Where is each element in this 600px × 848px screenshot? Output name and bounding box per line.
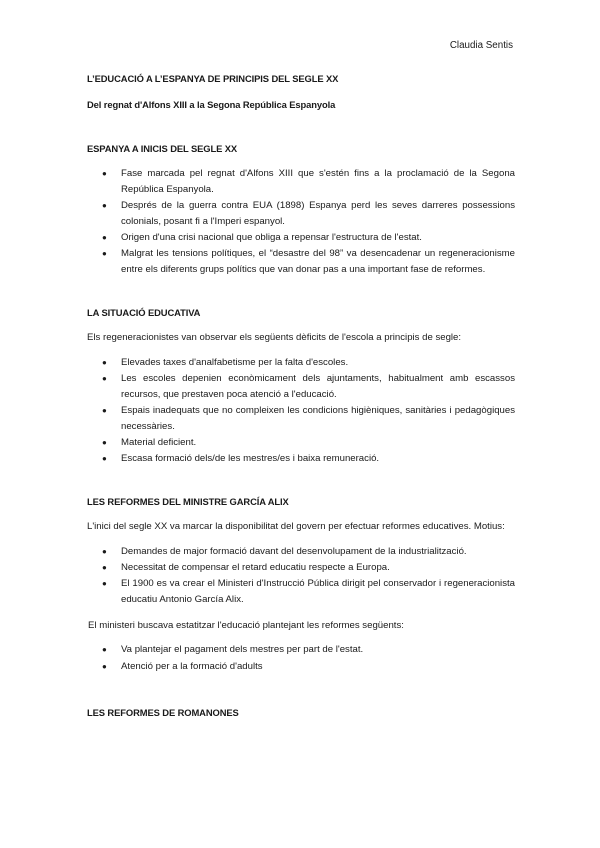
document-subtitle: Del regnat d'Alfons XIII a la Segona República Espanyola <box>87 99 336 110</box>
bullet-icon: ● <box>102 438 107 448</box>
list-item: ● Fase marcada pel regnat d'Alfons XIII que s'estén fins a la proclamació de la Segona República Espanyola. <box>102 168 515 195</box>
bullet-list-motius <box>87 544 515 608</box>
document-body <box>87 72 515 730</box>
document-title: L’EDUCACIÓ A L’ESPANYA DE PRINCIPIS DEL SEGLE XX <box>87 73 339 84</box>
bullet-icon: ● <box>102 233 107 243</box>
section-title-romanones: LES REFORMES DE ROMANONES <box>87 707 239 719</box>
bullet-icon: ● <box>102 169 107 178</box>
section-title-situacio: LA SITUACIÓ EDUCATIVA <box>87 307 201 319</box>
bullet-icon: ● <box>102 546 107 556</box>
bullet-list-situacio <box>87 355 515 468</box>
bullet-list-espanya <box>87 166 515 278</box>
list-item: ● Demandes de major formació davant del desenvolupament de la industrialització. <box>87 544 515 560</box>
bullet-icon: ● <box>102 405 107 415</box>
list-item: ● Atenció per a la formació d'adults <box>87 659 515 675</box>
list-item: ● Material deficient. <box>87 435 515 451</box>
section-intro-2: El ministeri buscava estatitzar l'educació plantejant les reformes següents: <box>88 619 404 631</box>
bullet-icon: ● <box>102 579 107 589</box>
bullet-list-reformes <box>87 642 515 674</box>
bullet-icon: ● <box>102 357 107 367</box>
list-item: ● Escasa formació dels/de les mestres/es i baixa remuneració. <box>87 451 515 467</box>
list-item: ● Va plantejar el pagament dels mestres per part de l'estat. <box>87 642 515 658</box>
list-item: ● El 1900 es va crear el Ministeri d'Instrucció Pública dirigit pel conservador i regeneracionista educatiu Antonio García Alix. <box>102 578 515 606</box>
bullet-icon: ● <box>102 201 107 211</box>
bullet-icon: ● <box>102 661 107 671</box>
author-name: Claudia Sentis <box>449 40 513 51</box>
list-item: ● Necessitat de compensar el retard educatiu respecte a Europa. <box>87 560 515 576</box>
list-item: ● Les escoles depenien econòmicament dels ajuntaments, habitualment amb escassos recursos, que prestaven poca atenció a l'educació. <box>102 372 515 400</box>
section-title-garcia-alix: LES REFORMES DEL MINISTRE GARCÍA ALIX <box>87 496 289 508</box>
bullet-icon: ● <box>102 373 107 383</box>
section-title-espanya: ESPANYA A INICIS DEL SEGLE XX <box>87 143 238 154</box>
section-intro: L'inici del segle XX va marcar la disponibilitat del govern per efectuar reformes educatives. Motius: <box>87 521 505 533</box>
bullet-icon: ● <box>102 249 107 259</box>
bullet-icon: ● <box>102 454 107 464</box>
list-item: ● Origen d'una crisi nacional que obliga a repensar l'estructura de l'estat. <box>87 230 515 246</box>
section-intro: Els regeneracionistes van observar els següents dèficits de l'escola a principis de segle: <box>87 332 462 344</box>
bullet-icon: ● <box>102 645 107 655</box>
list-item: ● Espais inadequats que no compleixen les condicions higièniques, sanitàries i pedagògiques necessàries. <box>102 404 515 432</box>
list-item: ● Després de la guerra contra EUA (1898) Espanya perd les seves darreres possessions colonials, posant fi a l'Imperi espanyol. <box>102 200 515 227</box>
list-item: ● Elevades taxes d'analfabetisme per la falta d'escoles. <box>87 355 515 371</box>
bullet-icon: ● <box>102 562 107 572</box>
list-item: ● Malgrat les tensions polítiques, el “desastre del 98” va desencadenar un regeneracionisme entre els diferents grups polítics que van donar pas a una important fase de reformes. <box>102 248 515 276</box>
